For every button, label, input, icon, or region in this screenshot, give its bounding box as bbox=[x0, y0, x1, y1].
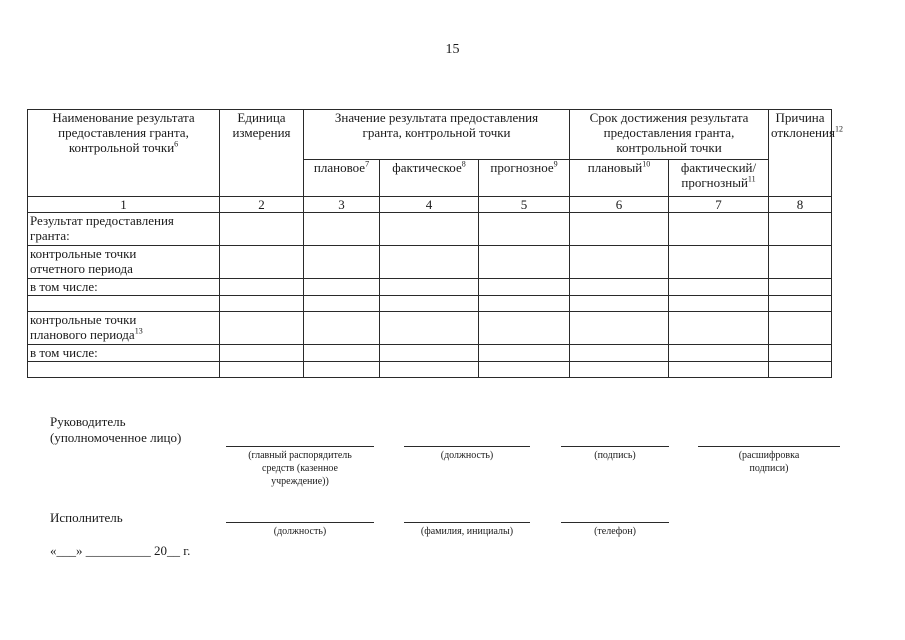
table-cell bbox=[479, 213, 570, 246]
signature-line bbox=[226, 522, 374, 523]
table-cell bbox=[380, 246, 479, 279]
row-label-grant-result: Результат предоставления гранта: bbox=[28, 213, 220, 246]
table-cell bbox=[769, 246, 832, 279]
table-cell bbox=[479, 246, 570, 279]
table-cell bbox=[769, 312, 832, 345]
table-cell bbox=[380, 213, 479, 246]
footnote-ref: 13 bbox=[134, 326, 143, 336]
table-cell bbox=[570, 213, 669, 246]
footnote-ref: 9 bbox=[553, 159, 558, 169]
table-cell bbox=[304, 312, 380, 345]
table-cell bbox=[669, 312, 769, 345]
header-planned-value: плановое$^7$ bbox=[304, 160, 380, 197]
table-cell bbox=[769, 279, 832, 296]
table-cell bbox=[28, 296, 220, 312]
table-cell bbox=[304, 362, 380, 378]
table-cell bbox=[570, 345, 669, 362]
signature-line bbox=[561, 446, 669, 447]
table-row bbox=[28, 362, 832, 378]
caption-exec-name: (фамилия, инициалы) bbox=[420, 526, 514, 537]
table-cell bbox=[220, 296, 304, 312]
table-cell bbox=[304, 213, 380, 246]
grant-results-table bbox=[27, 109, 843, 378]
header-unit: Единица измерения bbox=[220, 110, 304, 197]
column-number: 8 bbox=[769, 197, 832, 213]
header-value-group: Значение результата предоставления гранта, контрольной точки bbox=[304, 110, 570, 160]
table-cell bbox=[220, 312, 304, 345]
page-number: 15 bbox=[445, 42, 460, 57]
table-cell bbox=[220, 362, 304, 378]
row-label-plan-points: контрольные точки планового периода$^{13}$ bbox=[28, 312, 220, 345]
table-row bbox=[28, 213, 832, 246]
column-number: 4 bbox=[380, 197, 479, 213]
table-row bbox=[28, 312, 832, 345]
table-cell bbox=[380, 312, 479, 345]
header-term-group: Срок достижения результата предоставления гранта, контрольной точки bbox=[570, 110, 769, 160]
table-cell bbox=[380, 279, 479, 296]
table-cell bbox=[479, 362, 570, 378]
header-forecast-value: прогнозное$^9$ bbox=[479, 160, 570, 197]
table-row bbox=[28, 345, 832, 362]
caption-org: (главный распорядитель средств (казенное учреждение)) bbox=[248, 450, 352, 487]
row-label-report-points: контрольные точки отчетного периода bbox=[28, 246, 220, 279]
table-cell bbox=[669, 246, 769, 279]
table-cell bbox=[769, 296, 832, 312]
footnote-ref: 6 bbox=[174, 139, 179, 149]
table-row bbox=[28, 246, 832, 279]
table-cell bbox=[304, 279, 380, 296]
table-cell bbox=[380, 362, 479, 378]
table-cell bbox=[220, 213, 304, 246]
caption-exec-position: (должность) bbox=[273, 526, 327, 537]
signature-line bbox=[226, 446, 374, 447]
table-cell bbox=[304, 345, 380, 362]
table-cell bbox=[220, 246, 304, 279]
table-cell bbox=[669, 213, 769, 246]
caption-signature: (подпись) bbox=[594, 450, 636, 461]
table-cell bbox=[220, 345, 304, 362]
table-cell bbox=[570, 296, 669, 312]
table-cell bbox=[669, 345, 769, 362]
signature-line bbox=[698, 446, 840, 447]
table-cell bbox=[479, 345, 570, 362]
table-cell bbox=[769, 213, 832, 246]
table-row bbox=[28, 296, 832, 312]
table-cell bbox=[28, 362, 220, 378]
table-cell bbox=[380, 345, 479, 362]
column-number: 3 bbox=[304, 197, 380, 213]
row-label-including: в том числе: bbox=[28, 345, 220, 362]
footnote-ref: 7 bbox=[365, 159, 370, 169]
header-actual-term: фактический/ прогнозный$^{11}$ bbox=[669, 160, 769, 197]
table-cell bbox=[479, 312, 570, 345]
table-cell bbox=[570, 279, 669, 296]
signature-line bbox=[561, 522, 669, 523]
table-cell bbox=[669, 279, 769, 296]
footnote-ref: 10 bbox=[642, 159, 651, 169]
table-cell bbox=[769, 345, 832, 362]
column-number: 1 bbox=[28, 197, 220, 213]
column-number: 2 bbox=[220, 197, 304, 213]
footnote-ref: 8 bbox=[461, 159, 466, 169]
signature-line bbox=[404, 446, 530, 447]
table-cell bbox=[380, 296, 479, 312]
signature-line bbox=[404, 522, 530, 523]
header-deviation-reason: Причина отклонения$^{12}$ bbox=[769, 110, 832, 197]
caption-phone: (телефон) bbox=[594, 526, 636, 537]
table-row bbox=[28, 279, 832, 296]
table-cell bbox=[479, 296, 570, 312]
caption-decode: (расшифровка подписи) bbox=[738, 450, 800, 474]
table-cell bbox=[570, 312, 669, 345]
table-cell bbox=[220, 279, 304, 296]
table-cell bbox=[570, 246, 669, 279]
header-actual-value: фактическое$^8$ bbox=[380, 160, 479, 197]
table-cell bbox=[769, 362, 832, 378]
footnote-ref: 11 bbox=[747, 174, 756, 184]
column-numbers-row bbox=[28, 197, 832, 213]
header-planned-term: плановый$^{10}$ bbox=[570, 160, 669, 197]
column-number: 7 bbox=[669, 197, 769, 213]
row-label-including: в том числе: bbox=[28, 279, 220, 296]
column-number: 5 bbox=[479, 197, 570, 213]
executor-label: Исполнитель bbox=[50, 510, 123, 525]
date-line: «___» __________ 20__ г. bbox=[50, 543, 191, 558]
table-cell bbox=[479, 279, 570, 296]
table-cell bbox=[570, 362, 669, 378]
table-cell bbox=[304, 296, 380, 312]
header-result-name: Наименование результата предоставления гранта, контрольной точки$^6$ bbox=[28, 110, 220, 197]
head-label: Руководитель (уполномоченное лицо) bbox=[50, 414, 182, 445]
table-cell bbox=[304, 246, 380, 279]
table-cell bbox=[669, 362, 769, 378]
column-number: 6 bbox=[570, 197, 669, 213]
footnote-ref: 12 bbox=[834, 124, 843, 134]
caption-position: (должность) bbox=[440, 450, 494, 461]
table-cell bbox=[669, 296, 769, 312]
